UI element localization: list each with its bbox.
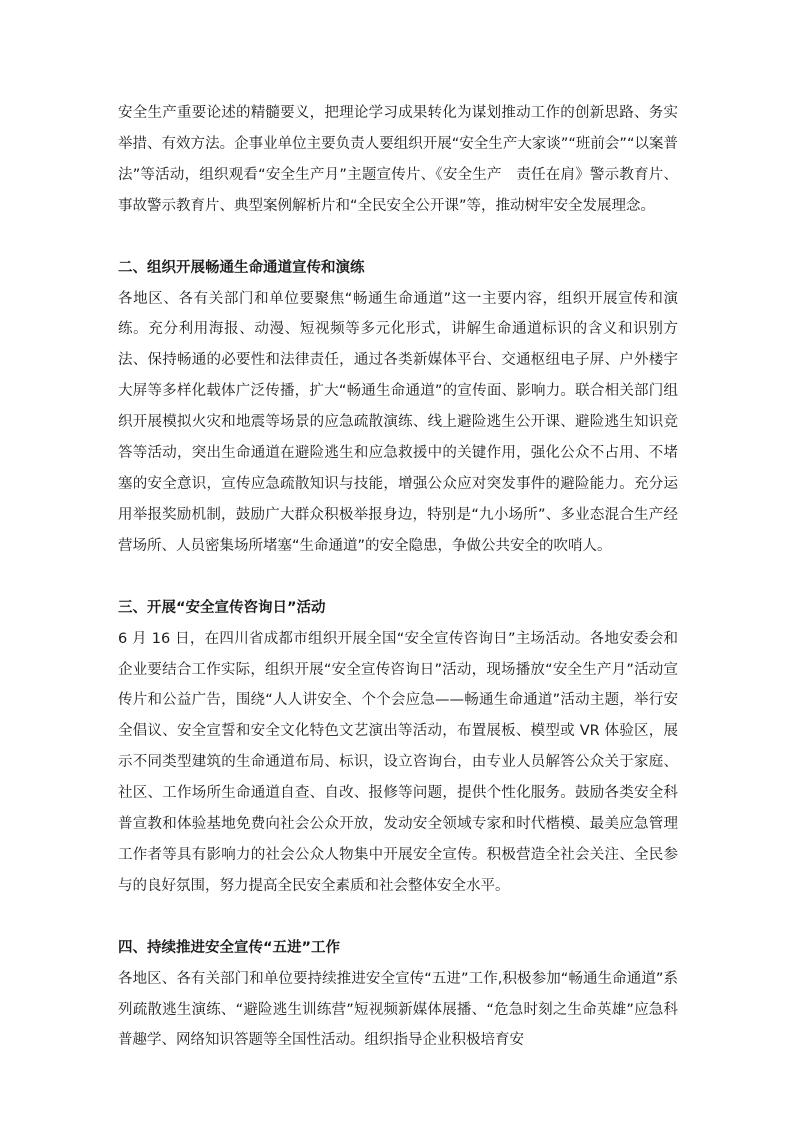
document-body <box>118 98 678 1056</box>
paragraph-intro-continued: 安全生产重要论述的精髓要义，把理论学习成果转化为谋划推动工作的创新思路、务实举措、有效方法。企事业单位主要负责人要组织开展“安全生产大家谈”“班前会”“以案普法”等活动，组织观看“安全生产月”主题宣传片、《安全生产 责任在肩》警示教育片、事故警示教育片、典型案例解析片和“全民安全公开课”等，推动树牢安全发展理念。 <box>118 105 678 214</box>
paragraph-section-3: 6 月 16 日，在四川省成都市组织开展全国“安全宣传咨询日”主场活动。各地安委会和企业要结合工作实际，组织开展“安全宣传咨询日”活动，现场播放“安全生产月”活动宣传片和公益广告，围绕“人人讲安全、个个会应急——畅通生命通道”活动主题，举行安全倡议、安全宣誓和安全文化特色文艺演出等活动，布置展板、模型或 VR 体验区，展示不同类型建筑的生命通道布局、标识，设立咨询台，由专业人员解答公众关于家庭、社区、工作场所生命通道自查、自改、报修等问题，提供个性化服务。鼓励各类安全科普宣教和体验基地免费向社会公众开放，发动安全领域专家和时代楷模、最美应急管理工作者等具有影响力的社会公众人物集中开展安全宣传。积极营造全社会关注、全民参与的良好氛围，努力提高全民安全素质和社会整体安全水平。 <box>118 630 678 894</box>
section-heading-3: 三、开展“安全宣传咨询日”活动 <box>118 599 326 616</box>
section-heading-4: 四、持续推进安全宣传“五进”工作 <box>118 939 341 956</box>
paragraph-section-2: 各地区、各有关部门和单位要聚焦“畅通生命通道”这一主要内容，组织开展宣传和演练。充分利用海报、动漫、短视频等多元化形式，讲解生命通道标识的含义和识别方法、保持畅通的必要性和法律责任，通过各类新媒体平台、交通枢纽电子屏、户外楼宇大屏等多样化载体广泛传播，扩大“畅通生命通道”的宣传面、影响力。联合相关部门组织开展模拟火灾和地震等场景的应急疏散演练、线上避险逃生公开课、避险逃生知识竞答等活动，突出生命通道在避险逃生和应急救援中的关键作用，强化公众不占用、不堵塞的安全意识，宣传应急疏散知识与技能，增强公众应对突发事件的避险能力。充分运用举报奖励机制，鼓励广大群众积极举报身边，特别是“九小场所”、多业态混合生产经营场所、人员密集场所堵塞“生命通道”的安全隐患，争做公共安全的吹哨人。 <box>118 290 678 554</box>
paragraph-section-4: 各地区、各有关部门和单位要持续推进安全宣传“五进”工作,积极参加“畅通生命通道”系列疏散逃生演练、“避险逃生训练营”短视频新媒体展播、“危急时刻之生命英雄”应急科普趣学、网络知识答题等全国性活动。组织指导企业积极培育安 <box>118 970 678 1049</box>
paragraph-gap <box>118 902 678 933</box>
section-heading-2: 二、组织开展畅通生命通道宣传和演练 <box>118 259 365 276</box>
paragraph-gap <box>118 562 678 593</box>
paragraph-gap <box>118 222 678 253</box>
